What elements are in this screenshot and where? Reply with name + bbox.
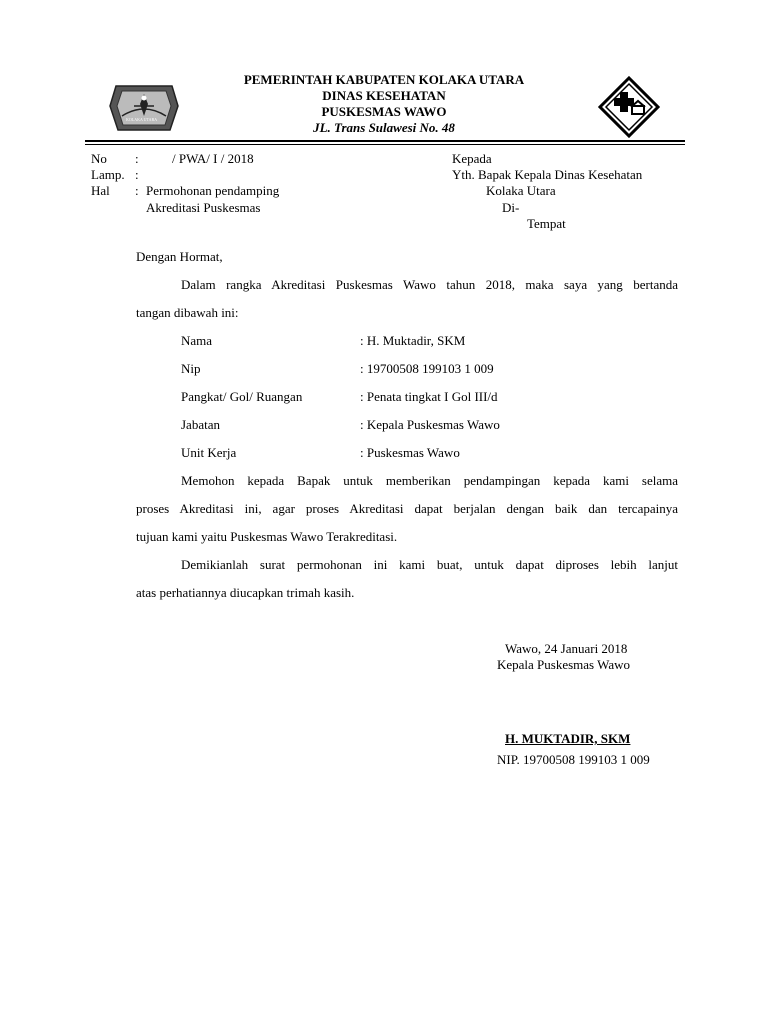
- para2-line1: Memohon kepada Bapak untuk memberikan pendampingan kepada kami selama: [181, 473, 678, 488]
- lamp-colon: :: [135, 167, 139, 182]
- recipient-region: Kolaka Utara: [486, 183, 556, 198]
- field-label-nama: Nama: [181, 333, 213, 348]
- recipient-kepada: Kepada: [452, 151, 492, 166]
- field-value-jabatan: : Kepala Puskesmas Wawo: [360, 417, 500, 432]
- recipient-yth: Yth. Bapak Kepala Dinas Kesehatan: [452, 167, 643, 182]
- hal-label: Hal: [91, 183, 110, 198]
- field-label-unit-kerja: Unit Kerja: [181, 445, 237, 460]
- para2-line2: proses Akreditasi ini, agar proses Akreditasi dapat berjalan dengan baik dan tercapainya: [136, 501, 678, 516]
- no-label: No: [91, 151, 107, 166]
- para3-line2: atas perhatiannya diucapkan trimah kasih.: [136, 585, 355, 600]
- hal-value-line1: Permohonan pendamping: [146, 183, 280, 198]
- field-value-nama: : H. Muktadir, SKM: [360, 333, 466, 348]
- intro-line1: Dalam rangka Akreditasi Puskesmas Wawo tahun 2018, maka saya yang bertanda: [181, 277, 678, 292]
- header-puskesmas: PUSKESMAS WAWO: [321, 104, 447, 119]
- signature-place-date: Wawo, 24 Januari 2018: [505, 641, 628, 656]
- para3-line1: Demikianlah surat permohonan ini kami buat, untuk dapat diproses lebih lanjut: [181, 557, 678, 572]
- recipient-tempat: Tempat: [527, 216, 566, 231]
- hal-colon: :: [135, 183, 139, 198]
- no-colon: :: [135, 151, 139, 166]
- field-label-jabatan: Jabatan: [181, 417, 220, 432]
- header-agency: DINAS KESEHATAN: [322, 88, 446, 103]
- header-divider-thin: [85, 144, 685, 145]
- emblem-caption: KOLAKA UTARA: [126, 117, 158, 122]
- signature-position: Kepala Puskesmas Wawo: [497, 657, 631, 672]
- header-government: PEMERINTAH KABUPATEN KOLAKA UTARA: [243, 72, 525, 87]
- header-divider-thick: [85, 140, 685, 142]
- header-address: JL. Trans Sulawesi No. 48: [313, 120, 455, 135]
- field-value-nip: : 19700508 199103 1 009: [360, 361, 494, 376]
- kolaka-utara-emblem: [108, 76, 180, 138]
- field-label-pangkat: Pangkat/ Gol/ Ruangan: [181, 389, 303, 404]
- puskesmas-logo: [598, 76, 660, 138]
- recipient-di: Di-: [502, 200, 520, 215]
- field-value-pangkat: : Penata tingkat I Gol III/d: [360, 389, 498, 404]
- signature-name: H. MUKTADIR, SKM: [505, 731, 631, 746]
- field-value-unit-kerja: : Puskesmas Wawo: [360, 445, 460, 460]
- para2-line3: tujuan kami yaitu Puskesmas Wawo Terakreditasi.: [136, 529, 398, 544]
- salutation: Dengan Hormat,: [136, 249, 223, 264]
- lamp-label: Lamp.: [91, 167, 125, 182]
- field-label-nip: Nip: [181, 361, 201, 376]
- signature-nip: NIP. 19700508 199103 1 009: [497, 752, 650, 767]
- intro-line2: tangan dibawah ini:: [136, 305, 239, 320]
- hal-value-line2: Akreditasi Puskesmas: [146, 200, 261, 215]
- no-value: / PWA/ I / 2018: [172, 151, 254, 166]
